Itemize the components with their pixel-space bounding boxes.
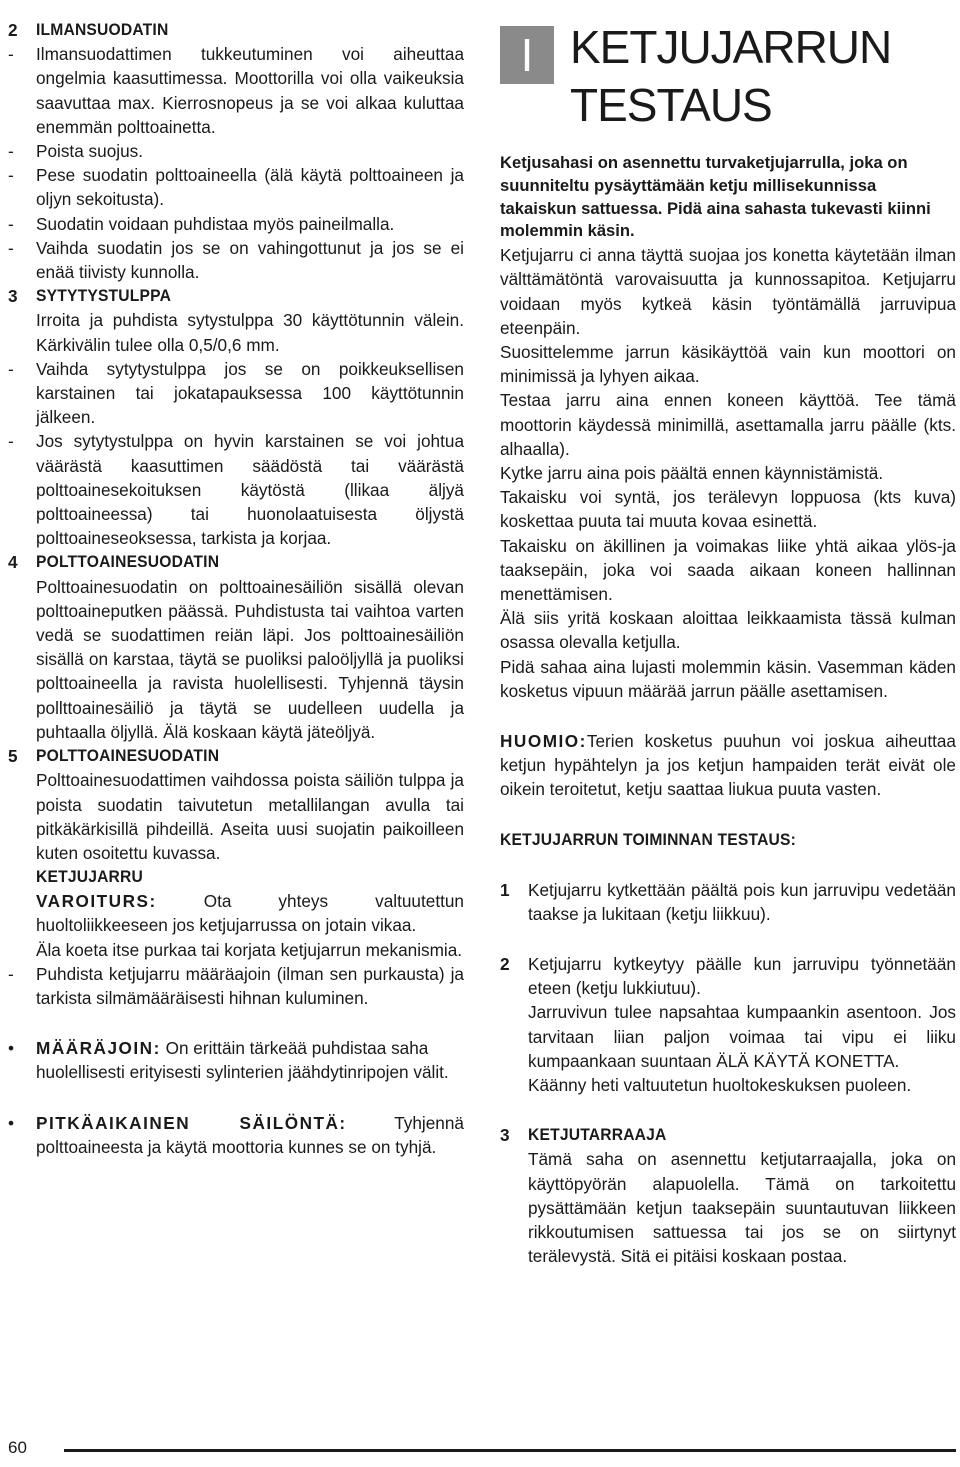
warning-label: VAROITURS: [36,891,157,912]
subheading [8,865,464,889]
section-title: KETJUTARRAAJA [528,1125,667,1145]
paragraph: Äla koeta itse purkaa tai korjata ketjujarrun mekanismia. [36,939,463,960]
bullet-item: • PITKÄAIKAINEN SÄILÖNTÄ: Tyhjennä polttoaineesta ja käytä moottoria kunnes se on tyhjä. [8,1111,464,1159]
title-line: KETJUJARRUN [570,21,892,73]
section-number: 3 [500,1125,510,1146]
section-title: POLTTOAINESUODATIN [36,552,220,572]
section-tab: I [500,26,554,84]
bullet-item: • MÄÄRÄJOIN: On erittäin tärkeää puhdistaa saha huolellisesti erityisesti sylinterien jäähdytinripojen välit. [8,1036,464,1084]
numbered-step: 2 Ketjujarru kytkeytyy päälle kun jarruvipu työnnetään eteen (ketju lukkiutuu). Jarruvivun tulee napsahtaa kumpaankin asentoon. Jos tarvitaan liian paljon voimaa tai vipu ei liiku kumpaankaan suuntaan ÄLÄ KÄYTÄ KONETTA. Käänny heti valtuutetun huoltokeskuksen puoleen. [500,952,956,1097]
section-2-heading [8,18,464,42]
bullet-icon: • [8,1038,15,1059]
paragraph: Polttoainesuodatin on polttoainesäiliön sisällä olevan polttoaineputken päässä. Puhdistusta tai vaihtoa varten vedä se suodattimen reiän läpi. Jos polttoainesäiliön sisällä on karstaa, täytä se puoliksi paloöljyllä ja puoliksi polttoaineella ja ravista huolellisesti. Tyhjennä täysin pollttoainesäiliö ja täytä se uudelleen uudella ja puhtaalla öljyllä. Älä koskaan käytä jäteöljyä. [36,576,464,742]
list-item: - Pese suodatin polttoaineella (älä käytä polttoaineen ja oljyn sekoitusta). [8,165,464,210]
section-3-heading [500,1123,956,1147]
note-label: HUOMIO: [500,731,587,752]
paragraph: Suosittelemme jarrun käsikäyttöä vain kun moottori on minimissä ja lyhyen aikaa. [500,342,956,387]
list-item: - Vaihda suodatin jos se on vahingottunut ja jos se ei enää tiivisty kunnolla. [8,237,464,283]
list-item: - Puhdista ketjujarru määräajoin (ilman sen purkausta) ja tarkista silmämääräisesti hihnan kuluminen. [8,963,464,1008]
section-4-heading [8,550,464,574]
paragraph: Testaa jarru aina ennen koneen käyttöä. Tee tämä moottorin käydessä minimillä, asettamalla jarru päälle (kts. alhaalla). [500,390,956,459]
step-number: 1 [500,879,510,900]
ketjujarru-heading: KETJUJARRU [36,867,143,887]
paragraph: Takaisku voi syntä, jos terälevyn loppuosa (kts kuva) koskettaa puuta tai muuta kovaa esinettä. [500,487,956,532]
page-number: 60 [8,1438,27,1457]
numbered-step: 1 Ketjujarru kytkettään päältä pois kun jarruvipu vedetään taakse ja lukitaan (ketju liikkuu). [500,878,956,926]
page-footer [8,1438,956,1458]
list-item: - Jos sytytystulppa on hyvin karstainen se voi johtua väärästä kaasuttimen säädöstä tai väärästä polttoainesekoituksen käytöstä (llikaa äljyä polttoaineessa) tai huonolaatuisesta öljystä polttoaineseoksessa, tarkista ja korjaa. [8,431,464,549]
paragraph: Ketjujarru ci anna täyttä suojaa jos konetta käytetään ilman välttämätöntä varovaisuutta ja kunnossapitoa. Ketjujarru voidaan myös kytkeä käsin työntämällä jarruvipua eteenpäin. [500,245,956,338]
paragraph: Kytke jarru aina pois päältä ennen käynnistämistä. [500,463,884,484]
paragraph: Takaisku on äkillinen ja voimakas liike yhtä aikaa ylös-ja taaksepäin, joka voi saada aikaan koneen hallinnan menettämisen. [500,535,956,605]
note-paragraph: HUOMIO:Terien kosketus puuhun voi joskua aiheuttaa ketjun hypähtelyn ja jos ketjun hampaiden terät eivät ole oikein teroitetut, ketju saattaa liukua puuta vasten. [500,731,956,800]
section-5-heading [8,744,464,768]
paragraph: Polttoainesuodattimen vaihdossa poista säiliön tulppa ja poista suodatin taivutetun metallilangan avulla tai pitkäkärkisillä pihdeillä. Aseita uusi suojatin paikoilleen kuten osoitettu kuvassa. [36,770,464,863]
title-line: TESTAUS [570,79,772,131]
bullet-label: PITKÄAIKAINEN SÄILÖNTÄ: [36,1112,347,1133]
list-item: - Vaihda sytytystulppa jos se on poikkeuksellisen karstainen tai jokatapauksessa 100 käyttötunnin jälkeen. [8,358,464,428]
warning-paragraph: VAROITURS: Ota yhteys valtuutettun huoltoliikkeeseen jos ketjujarrussa on jotain vikaa. [36,891,464,936]
footer-rule [64,1449,956,1452]
section-3-heading [8,284,464,308]
list-item: - Ilmansuodattimen tukkeutuminen voi aiheuttaa ongelmia kaasuttimessa. Moottorilla voi olla vaikeuksia saavuttaa max. Kierrosnopeus ja se voi alkaa kuluttaa enemmän polttoainetta. [8,44,464,137]
bullet-icon: • [8,1112,15,1133]
test-heading: KETJUJARRUN TOIMINNAN TESTAUS: [500,829,797,849]
section-title: SYTYTYSTULPPA [36,286,172,306]
paragraph: Irroita ja puhdista sytystulppa 30 käyttötunnin välein. Kärkivälin tulee olla 0,5/0,6 mm. [36,310,464,355]
intro-paragraph: Ketjusahasi on asennettu turvaketjujarrulla, joka on suunniteltu pysäyttämään ketju millisekunnissa takaiskun sattuessa. Pidä aina sahasta tukevasti kiinni molemmin käsin. [500,153,931,241]
step-number: 2 [500,954,510,975]
paragraph: Älä siis yritä koskaan aloittaa leikkaamista tässä kulman osassa olevalla ketjulla. [500,608,956,653]
section-title: POLTTOAINESUODATIN [36,746,220,766]
section-title: ILMANSUODATIN [36,20,169,39]
section-number: 5 [8,746,18,767]
list-item: - Poista suojus. [8,141,144,162]
section-number: 2 [8,20,18,40]
paragraph: Pidä sahaa aina lujasti molemmin käsin. Vasemman käden kosketus vipuun määrää jarrun päälle asettamisen. [500,656,956,701]
list-item: - Suodatin voidaan puhdistaa myös paineilmalla. [8,213,395,234]
left-column [8,18,464,1159]
bullet-label: MÄÄRÄJOIN: [36,1038,161,1059]
right-column [500,18,956,1269]
section-number: 4 [8,552,18,573]
paragraph: Tämä saha on asennettu ketjutarraajalla, joka on käyttöpyörän alapuolella. Tämä on tarkoitettu pysättämään ketjun taaksepäin suuntautuvan liikkeen rikkoutumisen sattuessa tai jos se on siirtynyt terälevystä. Sitä ei pitäisi koskaan postaa. [528,1149,956,1267]
section-number: 3 [8,286,18,307]
page-title [500,18,956,138]
